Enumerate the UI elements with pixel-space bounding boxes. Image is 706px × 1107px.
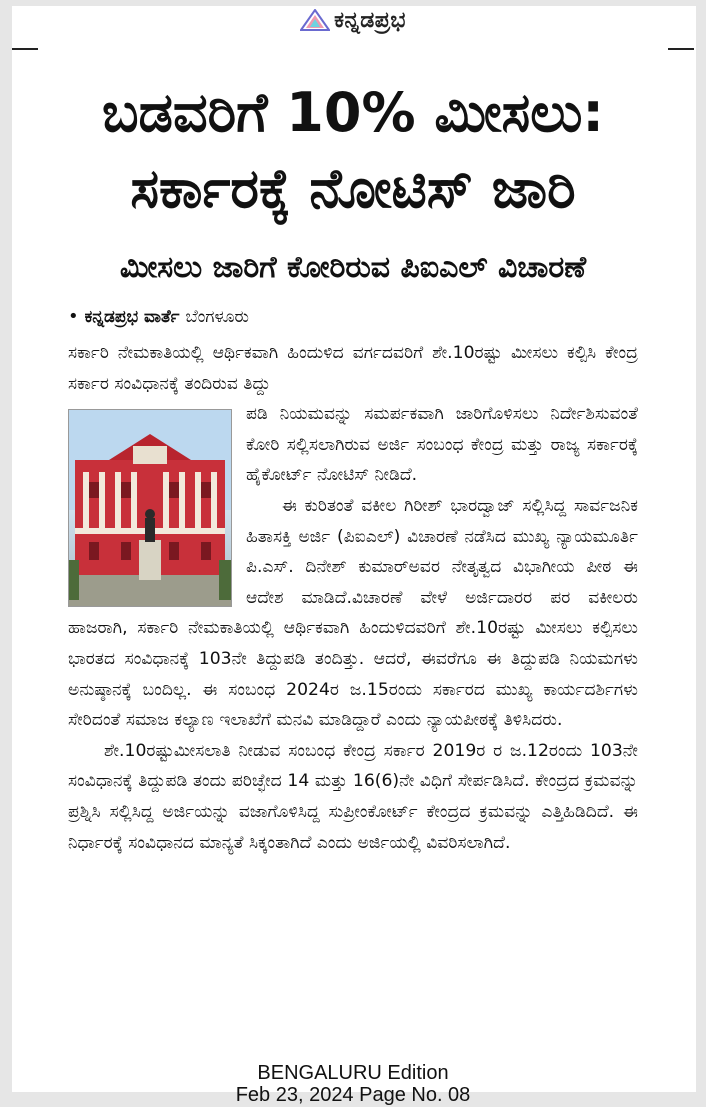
byline-agency: ಕನ್ನಡಪ್ರಭ ವಾರ್ತೆ — [84, 307, 180, 327]
article-body — [68, 338, 638, 1058]
article-paragraph-1a: ಸರ್ಕಾರಿ ನೇಮಕಾತಿಯಲ್ಲಿ ಆರ್ಥಿಕವಾಗಿ ಹಿಂದುಳಿದ ವರ್ಗದವರಿಗೆ ಶೇ.10ರಷ್ಟು ಮೀಸಲು ಕಲ್ಪಿಸಿ ಕೇಂದ್ರ ಸರ್ಕಾರ ಸಂವಿಧಾನಕ್ಕೆ ತಂದಿರುವ ತಿದ್ದು — [68, 343, 638, 394]
headline-line-2: ಸರ್ಕಾರಕ್ಕೆ ನೋಟಿಸ್ ಜಾರಿ — [130, 157, 576, 220]
edition-label: BENGALURU Edition — [257, 1062, 449, 1084]
divider-right — [668, 48, 694, 50]
headline-line-1: ಬಡವರಿಗೆ 10% ಮೀಸಲು: — [102, 81, 604, 144]
article-paragraph-2: ಈ ಕುರಿತಂತೆ ವಕೀಲ ಗಿರೀಶ್ ಭಾರದ್ವಾಜ್ ಸಲ್ಲಿಸಿದ್ದ ಸಾರ್ವಜನಿಕ ಹಿತಾಸಕ್ತಿ ಅರ್ಜಿ (ಪಿಐಎಲ್) ವಿಚಾರಣೆ ನಡೆಸಿದ ಮುಖ್ಯ ನ್ಯಾಯಮೂರ್ತಿ ಪಿ.ಎಸ್. ದಿನೇಶ್ ಕುಮಾರ್‌ಅವರ ನೇತೃತ್ವದ ವಿಭಾಗೀಯ ಪೀಠ ಈ ಆದೇಶ ಮಾಡಿದೆ.ವಿಚಾರಣೆ ವೇಳೆ ಅರ್ಜಿದಾರರ ಪರ ವಕೀಲರು ಹಾಜರಾಗಿ, ಸರ್ಕಾರಿ ನೇಮಕಾತಿಯಲ್ಲಿ ಆರ್ಥಿಕವಾಗಿ ಹಿಂದುಳಿದವರಿಗೆ ಶೇ.10ರಷ್ಟು ಮೀಸಲು ಕಲ್ಪಿಸಲು ಭಾರತದ ಸಂವಿಧಾನಕ್ಕೆ 103ನೇ ತಿದ್ದುಪಡಿ ತಂದಿತ್ತು. ಆದರೆ, ಈವರೆಗೂ ಈ ತಿದ್ದುಪಡಿ ನಿಯಮಗಳು ಅನುಷ್ಠಾನಕ್ಕೆ ಬಂದಿಲ್ಲ. ಈ ಸಂಬಂಧ 2024ರ ಜ.15ರಂದು ಸರ್ಕಾರದ ಮುಖ್ಯ ಕಾರ್ಯದರ್ಶಿಗಳು ಸೇರಿದಂತೆ ಸಮಾಜ ಕಲ್ಯಾಣ ಇಲಾಖೆಗೆ ಮನವಿ ಮಾಡಿದ್ದಾರೆ ಎಂದು ನ್ಯಾಯಪೀಠಕ್ಕೆ ತಿಳಿಸಿದರು. — [68, 495, 638, 731]
subheadline: ಮೀಸಲು ಜಾರಿಗೆ ಕೋರಿರುವ ಪಿಐಎಲ್ ವಿಚಾರಣೆ — [119, 250, 587, 285]
masthead-title: ಕನ್ನಡಪ್ರಭ — [334, 8, 406, 33]
high-court-photo — [68, 409, 232, 607]
kannadaprabha-logo-icon — [300, 9, 330, 31]
dateline: Feb 23, 2024 Page No. 08 — [235, 1084, 471, 1106]
byline-place: ಬೆಂಗಳೂರು — [185, 307, 249, 327]
byline — [68, 306, 249, 327]
byline-bullet: • — [68, 306, 79, 327]
article-paragraph-1b: ಪಡಿ ನಿಯಮವನ್ನು ಸಮರ್ಪಕವಾಗಿ ಜಾರಿಗೊಳಿಸಲು ನಿರ್ದೇಶಿಸುವಂತೆ ಕೋರಿ ಸಲ್ಲಿಸಲಾಗಿರುವ ಅರ್ಜಿ ಸಂಬಂಧ ಕೇಂದ್ರ ಮತ್ತು ರಾಜ್ಯ ಸರ್ಕಾರಕ್ಕೆ ಹೈಕೋರ್ಟ್ ನೋಟಿಸ್ ನೀಡಿದೆ. — [246, 404, 638, 486]
divider-left — [12, 48, 38, 50]
masthead — [0, 8, 706, 33]
article-paragraph-3: ಶೇ.10ರಷ್ಟುಮೀಸಲಾತಿ ನೀಡುವ ಸಂಬಂಧ ಕೇಂದ್ರ ಸರ್ಕಾರ 2019ರ ರ ಜ.12ರಂದು 103ನೇ ಸಂವಿಧಾನಕ್ಕೆ ತಿದ್ದುಪಡಿ ತಂದು ಪರಿಚ್ಛೇದ 14 ಮತ್ತು 16(6)ನೇ ವಿಧಿಗೆ ಸೇರ್ಪಡಿಸಿದೆ. ಕೇಂದ್ರದ ಕ್ರಮವನ್ನು ಪ್ರಶ್ನಿಸಿ ಸಲ್ಲಿಸಿದ್ದ ಅರ್ಜಿಯನ್ನು ವಜಾಗೊಳಿಸಿದ್ದ ಸುಪ್ರೀಂಕೋರ್ಟ್ ಕೇಂದ್ರದ ಕ್ರಮವನ್ನು ಎತ್ತಿಹಿಡಿದಿದೆ. ಈ ನಿರ್ಧಾರಕ್ಕೆ ಸಂವಿಧಾನದ ಮಾನ್ಯತೆ ಸಿಕ್ಕಂತಾಗಿದೆ ಎಂದು ಅರ್ಜಿಯಲ್ಲಿ ವಿವರಿಸಲಾಗಿದೆ. — [68, 740, 638, 853]
